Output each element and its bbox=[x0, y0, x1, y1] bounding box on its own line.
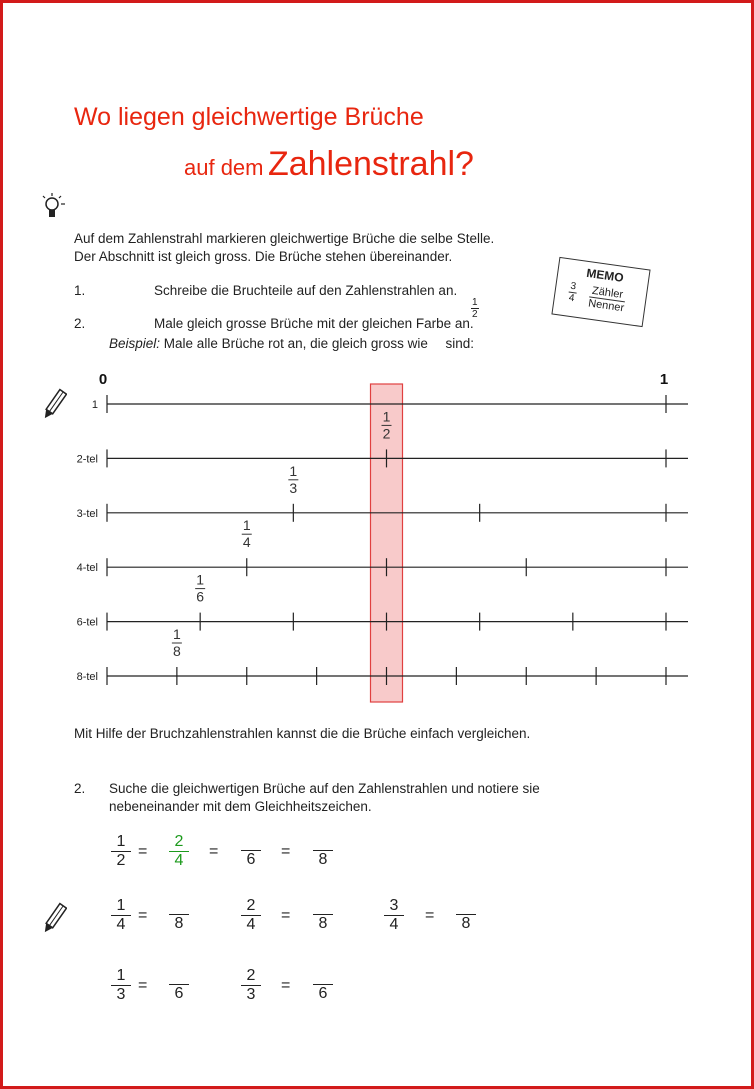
example-suffix: sind: bbox=[445, 336, 474, 351]
row-label-6-tel: 6-tel bbox=[76, 616, 98, 629]
eq2a-num: 1 bbox=[111, 897, 131, 916]
example-label: Beispiel: bbox=[109, 336, 161, 351]
eq3a-blank-den: 6 bbox=[174, 985, 184, 1002]
blank-line bbox=[313, 967, 333, 985]
pencil-icon bbox=[41, 901, 67, 937]
eq3a-num: 1 bbox=[111, 967, 131, 986]
axis-end-label: 1 bbox=[659, 371, 669, 388]
eq3b-num: 2 bbox=[241, 967, 261, 986]
tick-fraction-num: 1 bbox=[172, 626, 181, 642]
memo-fraction-den: 4 bbox=[568, 292, 576, 305]
eq2c-blank[interactable] bbox=[456, 897, 476, 933]
eq2b-frac bbox=[241, 897, 261, 934]
eq3a-den: 3 bbox=[116, 986, 126, 1003]
row-label-2-tel: 2-tel bbox=[76, 453, 98, 466]
blank-line bbox=[456, 897, 476, 915]
example-fraction-num: 1 bbox=[472, 297, 478, 308]
eq1-blank-c-den: 6 bbox=[246, 851, 256, 868]
blank-line bbox=[313, 833, 333, 851]
memo-fraction-num: 3 bbox=[569, 280, 577, 293]
example-fraction bbox=[471, 297, 479, 320]
eq2c-num: 3 bbox=[384, 897, 404, 916]
eq-sign: = bbox=[138, 843, 148, 860]
eq-sign: = bbox=[425, 907, 435, 924]
example-line bbox=[109, 336, 474, 351]
tick-fraction-num: 1 bbox=[242, 517, 251, 534]
blank-line bbox=[169, 967, 189, 985]
eq3b-blank-den: 6 bbox=[318, 985, 328, 1002]
axis-start-label: 0 bbox=[98, 371, 108, 388]
title-line-2-prefix: auf dem bbox=[184, 155, 264, 180]
title-line-2 bbox=[184, 145, 474, 184]
memo-card bbox=[551, 257, 650, 327]
memo-labels bbox=[587, 285, 626, 315]
blank-line bbox=[241, 833, 261, 851]
example-fraction-den: 2 bbox=[472, 309, 478, 320]
task-3-line-2: nebeneinander mit dem Gleichheitszeichen. bbox=[109, 799, 372, 814]
eq1-frac-a-num: 1 bbox=[111, 833, 131, 852]
eq3b-den: 3 bbox=[246, 986, 256, 1003]
tick-fraction-num: 1 bbox=[289, 462, 298, 479]
tick-fraction-num: 1 bbox=[196, 571, 205, 588]
eq2b-den: 4 bbox=[246, 916, 256, 933]
eq2b-num: 2 bbox=[241, 897, 261, 916]
eq3a-blank[interactable] bbox=[169, 967, 189, 1003]
task-1-text: Schreibe die Bruchteile auf den Zahlenstrahlen an. bbox=[154, 283, 458, 298]
example-text: Male alle Brüche rot an, die gleich gross wie bbox=[163, 336, 428, 351]
eq1-blank-d[interactable] bbox=[313, 833, 333, 869]
compare-text: Mit Hilfe der Bruchzahlenstrahlen kannst die die Brüche einfach vergleichen. bbox=[74, 726, 531, 741]
eq2a-frac bbox=[111, 897, 131, 934]
tick-fraction-den: 2 bbox=[382, 425, 391, 442]
row-label-4-tel: 4-tel bbox=[76, 562, 98, 575]
title-line-1: Wo liegen gleichwertige Brüche bbox=[74, 103, 424, 131]
eq1-frac-b-num: 2 bbox=[169, 833, 189, 852]
lightbulb-icon bbox=[39, 191, 69, 223]
eq2a-blank-den: 8 bbox=[174, 915, 184, 932]
eq2c-den: 4 bbox=[389, 916, 399, 933]
eq2b-blank-den: 8 bbox=[318, 915, 328, 932]
title-line-2-main: Zahlenstrahl? bbox=[267, 145, 474, 183]
eq-sign: = bbox=[138, 977, 148, 994]
eq1-blank-d-den: 8 bbox=[318, 851, 328, 868]
tick-fraction-den: 3 bbox=[289, 479, 298, 496]
eq2b-blank[interactable] bbox=[313, 897, 333, 933]
eq3b-blank[interactable] bbox=[313, 967, 333, 1003]
blank-line bbox=[313, 897, 333, 915]
tick-fraction-den: 6 bbox=[196, 588, 205, 605]
eq3a-frac bbox=[111, 967, 131, 1004]
intro-line-2: Der Abschnitt ist gleich gross. Die Brüche stehen übereinander. bbox=[74, 249, 453, 264]
eq-sign: = bbox=[281, 907, 291, 924]
task-2-text: Male gleich grosse Brüche mit der gleichen Farbe an. bbox=[154, 316, 474, 331]
intro-line-1: Auf dem Zahlenstrahl markieren gleichwertige Brüche die selbe Stelle. bbox=[74, 231, 495, 246]
task-3-number: 2. bbox=[74, 781, 86, 796]
task-3-line-1: Suche die gleichwertigen Brüche auf den Zahlenstrahlen und notiere sie bbox=[109, 781, 540, 796]
memo-zaehler: Zähler bbox=[589, 285, 627, 303]
eq2a-den: 4 bbox=[116, 916, 126, 933]
blank-line bbox=[169, 897, 189, 915]
tick-fraction-den: 4 bbox=[242, 534, 251, 551]
eq1-frac-b-den: 4 bbox=[174, 852, 184, 869]
task-2-number: 2. bbox=[74, 316, 86, 331]
eq2c-frac bbox=[384, 897, 404, 934]
memo-title: MEMO bbox=[585, 265, 625, 285]
task-1-number: 1. bbox=[74, 283, 86, 298]
eq-sign: = bbox=[138, 907, 148, 924]
number-lines bbox=[3, 363, 751, 713]
eq2c-blank-den: 8 bbox=[461, 915, 471, 932]
row-label-8-tel: 8-tel bbox=[76, 671, 98, 683]
eq1-blank-c[interactable] bbox=[241, 833, 261, 869]
eq1-frac-a bbox=[111, 833, 131, 870]
eq2a-blank[interactable] bbox=[169, 897, 189, 933]
eq1-frac-b bbox=[169, 833, 189, 870]
eq3b-frac bbox=[241, 967, 261, 1004]
row-label-1: 1 bbox=[91, 399, 98, 411]
memo-nenner: Nenner bbox=[587, 297, 625, 315]
tick-fraction-num: 1 bbox=[382, 408, 391, 425]
eq-sign: = bbox=[209, 843, 219, 860]
eq-sign: = bbox=[281, 977, 291, 994]
tick-fraction-den: 8 bbox=[172, 643, 181, 659]
row-label-3-tel: 3-tel bbox=[76, 507, 98, 520]
memo-fraction bbox=[567, 281, 578, 305]
eq-sign: = bbox=[281, 843, 291, 860]
eq1-frac-a-den: 2 bbox=[116, 852, 126, 869]
